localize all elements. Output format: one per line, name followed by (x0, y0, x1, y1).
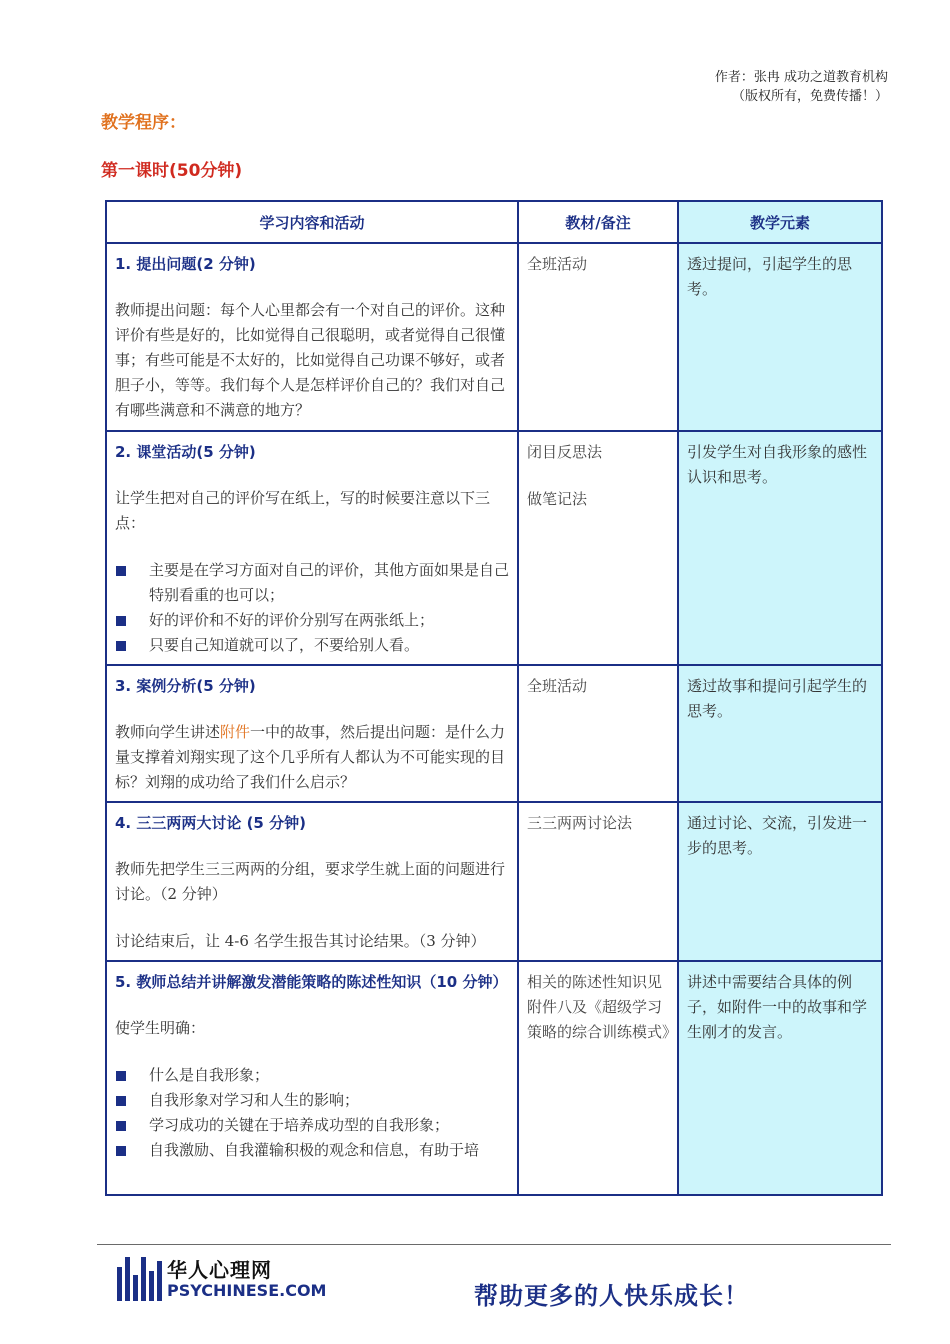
element-cell: 引发学生对自我形象的感性认识和思考。 (678, 431, 882, 665)
lesson-plan-table (105, 200, 883, 1196)
table-row (106, 665, 882, 802)
element-cell: 讲述中需要结合具体的例子，如附件一中的故事和学生刚才的发言。 (678, 961, 882, 1195)
footer-slogan: 帮助更多的人快乐成长！ (474, 1282, 749, 1310)
logo-chinese-name: 华人心理网 (167, 1258, 272, 1282)
activity-cell (106, 961, 518, 1195)
list-item: 只要自己知道就可以了，不要给别人看。 (115, 633, 510, 658)
psychinese-logo (117, 1251, 327, 1307)
material-cell: 相关的陈述性知识见附件八及《超级学习策略的综合训练模式》 (518, 961, 678, 1195)
step-description: 教师提出问题：每个人心里都会有一个对自己的评价。这种评价有些是好的，比如觉得自己很聪明，或者觉得自己很懂事；有些可能是不太好的，比如觉得自己功课不够好，或者胆子小，等等。我们每个人是怎样评价自己的？我们对自己有哪些满意和不满意的地方？ (115, 301, 506, 419)
author-credit (715, 68, 888, 106)
table-row (106, 802, 882, 961)
element-cell: 透过故事和提问引起学生的思考。 (678, 665, 882, 802)
bullet-list (115, 558, 510, 658)
material-cell: 三三两两讨论法 (518, 802, 678, 961)
material-cell: 全班活动 (518, 243, 678, 431)
bullet-list (115, 1063, 510, 1163)
step-title: 1. 提出问题(2 分钟) (115, 255, 256, 273)
list-item: 主要是在学习方面对自己的评价，其他方面如果是自己特别看重的也可以； (115, 558, 510, 608)
step-description: 讨论结束后，让 4-6 名学生报告其讨论结果。（3 分钟） (115, 932, 486, 950)
list-item: 学习成功的关键在于培养成功型的自我形象； (115, 1113, 510, 1138)
header-elements: 教学元素 (678, 201, 882, 243)
material-text: 做笔记法 (527, 490, 588, 508)
square-bullet-icon (116, 1121, 126, 1131)
step-title: 4. 三三两两大讨论 (5 分钟) (115, 814, 306, 832)
list-item: 好的评价和不好的评价分别写在两张纸上； (115, 608, 510, 633)
material-cell (518, 431, 678, 665)
step-title: 5. 教师总结并讲解激发潜能策略的陈述性知识（10 分钟） (115, 973, 508, 991)
copyright-line: （版权所有，免费传播！） (731, 89, 888, 104)
step-title: 2. 课堂活动(5 分钟) (115, 443, 256, 461)
list-item: 什么是自我形象； (115, 1063, 510, 1088)
square-bullet-icon (116, 1096, 126, 1106)
activity-cell (106, 243, 518, 431)
square-bullet-icon (116, 1071, 126, 1081)
table-row (106, 243, 882, 431)
header-activities: 学习内容和活动 (106, 201, 518, 243)
material-text: 闭目反思法 (527, 443, 603, 461)
square-bullet-icon (116, 566, 126, 576)
header-materials: 教材/备注 (518, 201, 678, 243)
logo-bars-icon (117, 1255, 163, 1301)
table-header-row (106, 201, 882, 243)
material-cell: 全班活动 (518, 665, 678, 802)
element-cell: 透过提问，引起学生的思考。 (678, 243, 882, 431)
appendix-link[interactable]: 附件 (220, 723, 251, 741)
step-description: 使学生明确： (115, 1019, 206, 1037)
list-item: 自我激励、自我灌输积极的观念和信息，有助于培 (115, 1138, 510, 1163)
element-cell: 通过讨论、交流，引发进一步的思考。 (678, 802, 882, 961)
activity-cell (106, 665, 518, 802)
square-bullet-icon (116, 641, 126, 651)
lesson-title: 第一课时(50分钟) (101, 161, 243, 181)
logo-english-name: PSYCHINESE.COM (167, 1281, 327, 1300)
step-title: 3. 案例分析(5 分钟) (115, 677, 256, 695)
author-line: 作者：张冉 成功之道教育机构 (714, 70, 888, 85)
table-row (106, 961, 882, 1195)
square-bullet-icon (116, 1146, 126, 1156)
step-description: 教师先把学生三三两两的分组，要求学生就上面的问题进行讨论。（2 分钟） (115, 860, 506, 903)
footer-divider (97, 1244, 891, 1245)
activity-cell (106, 802, 518, 961)
activity-cell (106, 431, 518, 665)
square-bullet-icon (116, 616, 126, 626)
table-row (106, 431, 882, 665)
step-description: 教师向学生讲述附件一中的故事，然后提出问题：是什么力量支撑着刘翔实现了这个几乎所有人都认为不可能实现的目标？刘翔的成功给了我们什么启示？ (115, 723, 506, 791)
section-title: 教学程序： (101, 113, 186, 133)
list-item: 自我形象对学习和人生的影响； (115, 1088, 510, 1113)
step-description: 让学生把对自己的评价写在纸上，写的时候要注意以下三点： (115, 489, 491, 532)
